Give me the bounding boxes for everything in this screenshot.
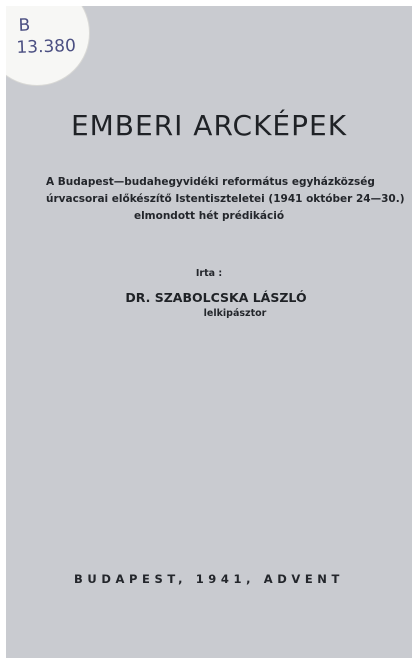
subtitle-line: elmondott hét prédikáció [133,210,285,222]
subtitle-line: A Budapest—budahegyvidéki református egyházközség [46,176,375,188]
title-page [6,6,412,658]
call-number-letter: B [18,15,31,36]
author-role: lelkipásztor [203,308,267,319]
book-subtitle [46,174,405,225]
library-call-number [15,13,76,59]
subtitle-line: úrvacsorai előkészítő Istentiszteletei (1941 október 24—30.) [46,193,405,205]
call-number-digits: 13.380 [16,35,77,59]
author-name: DR. SZABOLCSKA LÁSZLÓ [125,290,307,305]
byline-label: Irta : [195,268,223,279]
book-title: EMBERI ARCKÉPEK [70,108,348,142]
imprint-line: BUDAPEST, 1941, ADVENT [74,572,344,586]
